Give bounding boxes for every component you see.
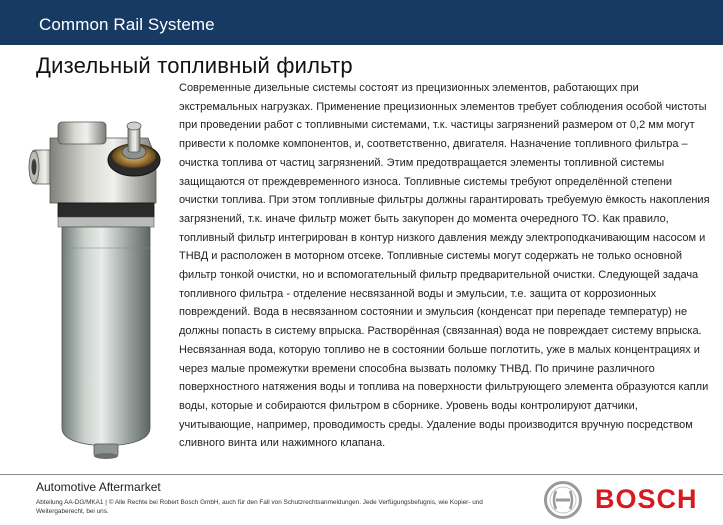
footer-legal-notice: Abteilung AA-DG/MKA1 | © Alle Rechte bei Robert Bosch GmbH, auch für den Fall von Schutzrechtsanmeldungen. Jede Verfügungsbefugnis, wie Kopier- und Weitergaberecht, bei uns.	[36, 499, 483, 515]
brand-name: BOSCH	[595, 484, 698, 514]
footer-organization: Automotive Aftermarket	[36, 480, 161, 494]
diesel-fuel-filter-image	[28, 108, 188, 463]
slide-title: Дизельный топливный фильтр	[36, 53, 353, 78]
footer-divider	[0, 474, 723, 475]
header-bar	[0, 0, 723, 45]
slide-body-text: Современные дизельные системы состоят из прецизионных элементов, работающих при экстремальных нагрузках. Применение прецизионных элементов требует соблюдения особой чистоты при проведении работ с топливными системами, т.к. частицы загрязнений размером от 0,2 мм могут привести к поломке компонентов, и, соответственно, двигателя. Назначение топливного фильтра – очистка топлива от частиц загрязнений. Этим предотвращается элементы топливной системы защищаются от преждевременного износа. Топливные системы требуют определённой степени очистки топлива. При этом топливные фильтры должны гарантировать требуемую ёмкость накопления загрязнений, т.к. иначе фильтр может быть закупорен до момента очередного ТО. Как правило, топливный фильтр интегрирован в контур низкого давления между электроподкачивающим насосом и ТНВД и расположен в моторном отсеке. Топливные системы могут содержать не только основной фильтр тонкой очистки, но и вспомогательный фильтр предварительной очистки. Следующей задача топливного фильтра - отделение несвязанной воды и эмульсии, т.е. защита от коррозионных повреждений. Вода в несвязанном состоянии и эмульсия (конденсат при перепаде температур) не должны попасть в систему впрыска. Растворённая (связанная) вода не повреждает систему впрыска. Несвязанная вода, которую топливо не в состоянии больше поглотить, уже в малых концентрациях и через малые промежутки времени способна вызвать поломку ТНВД. По причине различного поверхностного натяжения воды и топлива на поверхности фильтрующего элемента образуются капли воды, которые и собираются фильтром в сборнике. Уровень воды контролируют датчики, учитывающие, например, проводимость среды. Удаление воды производится вручную посредством сливного винта или нажимного клапана.	[179, 82, 710, 450]
brand-block	[543, 480, 713, 520]
bosch-armature-logo-icon	[543, 480, 583, 520]
header-title: Common Rail Systeme	[39, 15, 215, 34]
